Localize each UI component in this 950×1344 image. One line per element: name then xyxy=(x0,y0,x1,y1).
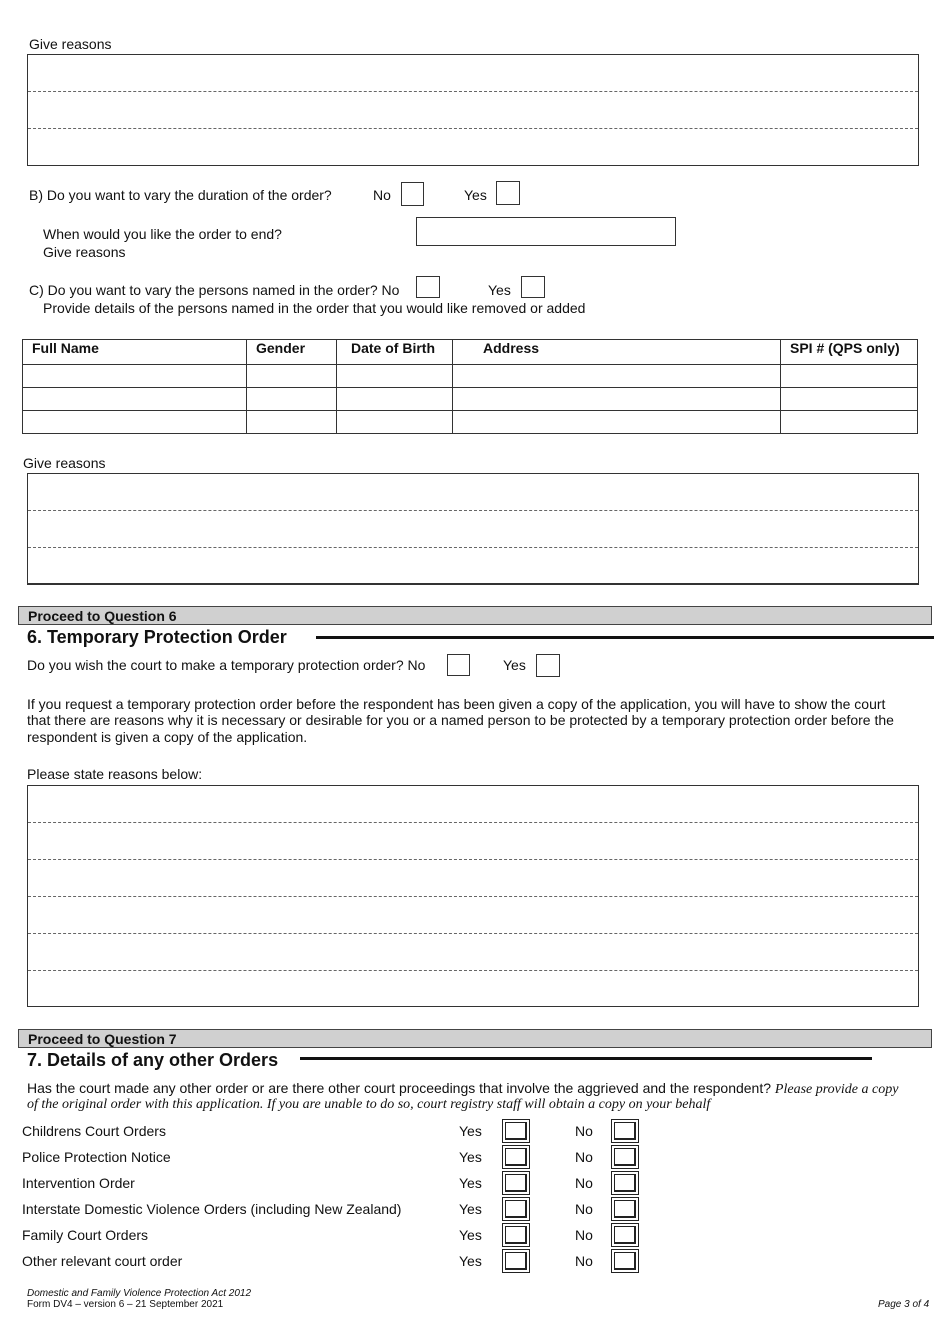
table-row xyxy=(23,411,918,434)
state-reasons-label: Please state reasons below: xyxy=(27,766,203,782)
order-label: Family Court Orders xyxy=(22,1227,149,1243)
table-cell[interactable] xyxy=(453,388,781,411)
persons-table xyxy=(22,339,918,434)
order-yes-label: Yes xyxy=(459,1123,482,1139)
reasons-line xyxy=(28,786,918,823)
reasons-textbox[interactable] xyxy=(27,54,919,166)
order-no-label: No xyxy=(575,1123,593,1139)
order-no-label: No xyxy=(575,1201,593,1217)
order-yes-checkbox[interactable] xyxy=(502,1249,530,1273)
order-yes-checkbox[interactable] xyxy=(502,1223,530,1247)
other-orders-question: Has the court made any other order or are there other court proceedings that involve the aggrieved and the respondent? xyxy=(27,1080,772,1096)
table-cell[interactable] xyxy=(781,411,918,434)
order-no-label: No xyxy=(575,1175,593,1191)
table-cell[interactable] xyxy=(453,411,781,434)
order-no-checkbox[interactable] xyxy=(611,1223,639,1247)
order-no-checkbox[interactable] xyxy=(611,1119,639,1143)
question-b-no-checkbox[interactable] xyxy=(401,182,424,206)
other-orders-note-1: Please provide a copy xyxy=(774,1082,899,1097)
question-c-give-reasons-label: Give reasons xyxy=(23,455,106,471)
reasons-line xyxy=(28,511,918,548)
table-cell[interactable] xyxy=(337,365,453,388)
table-row xyxy=(23,388,918,411)
order-yes-label: Yes xyxy=(459,1149,482,1165)
table-cell[interactable] xyxy=(23,365,247,388)
table-cell[interactable] xyxy=(781,365,918,388)
orders-list xyxy=(0,1118,950,1274)
reasons-line xyxy=(28,934,918,971)
section-7-rule xyxy=(300,1057,872,1060)
reasons-line xyxy=(28,860,918,897)
question-b-label: B) Do you want to vary the duration of the order? xyxy=(29,187,332,203)
persons-details-label: Provide details of the persons named in the order that you would like removed or added xyxy=(43,300,586,316)
persons-reasons-textbox[interactable] xyxy=(27,473,919,585)
tpo-yes-label: Yes xyxy=(503,657,526,673)
column-header-gender: Gender xyxy=(247,340,337,365)
order-yes-label: Yes xyxy=(459,1227,482,1243)
proceed-question-7-text: Proceed to Question 7 xyxy=(28,1031,177,1047)
footer-form: Form DV4 – version 6 – 21 September 2021 xyxy=(27,1299,224,1310)
question-c-yes-checkbox[interactable] xyxy=(521,276,545,298)
order-yes-label: Yes xyxy=(459,1253,482,1269)
order-yes-checkbox[interactable] xyxy=(502,1171,530,1195)
table-cell[interactable] xyxy=(247,365,337,388)
table-cell[interactable] xyxy=(781,388,918,411)
order-yes-checkbox[interactable] xyxy=(502,1145,530,1169)
table-cell[interactable] xyxy=(23,411,247,434)
order-label: Police Protection Notice xyxy=(22,1149,171,1165)
order-no-label: No xyxy=(575,1253,593,1269)
order-yes-checkbox[interactable] xyxy=(502,1197,530,1221)
order-yes-checkbox[interactable] xyxy=(502,1119,530,1143)
question-c-no-checkbox[interactable] xyxy=(416,276,440,298)
tpo-paragraph-line-1: If you request a temporary protection order before the respondent has been given a copy of the application, you will have to show the court xyxy=(27,696,886,712)
section-6-title: 6. Temporary Protection Order xyxy=(27,627,287,647)
order-yes-label: Yes xyxy=(459,1201,482,1217)
table-cell[interactable] xyxy=(23,388,247,411)
table-row xyxy=(23,365,918,388)
reasons-line xyxy=(28,92,918,129)
proceed-question-6-bar xyxy=(18,606,932,625)
reasons-line xyxy=(28,548,918,585)
order-label: Other relevant court order xyxy=(22,1253,183,1269)
table-cell[interactable] xyxy=(247,388,337,411)
order-no-label: No xyxy=(575,1149,593,1165)
order-end-input[interactable] xyxy=(416,217,676,246)
tpo-yes-checkbox[interactable] xyxy=(536,654,560,677)
section-7-title: 7. Details of any other Orders xyxy=(27,1050,279,1070)
table-header-row xyxy=(23,340,918,365)
order-no-checkbox[interactable] xyxy=(611,1249,639,1273)
reasons-line xyxy=(28,55,918,92)
proceed-question-7-bar xyxy=(18,1029,932,1048)
footer-act: Domestic and Family Violence Protection Act 2012 xyxy=(27,1288,251,1299)
question-b-no-label: No xyxy=(373,187,391,203)
reasons-line xyxy=(28,897,918,934)
order-no-checkbox[interactable] xyxy=(611,1171,639,1195)
order-label: Childrens Court Orders xyxy=(22,1123,166,1139)
order-label: Intervention Order xyxy=(22,1175,135,1191)
tpo-paragraph-line-2: that there are reasons why it is necessary or desirable for you or a named person to be protected by a temporary protection order before the xyxy=(27,712,894,728)
tpo-no-checkbox[interactable] xyxy=(447,654,470,676)
reasons-line xyxy=(28,129,918,166)
table-cell[interactable] xyxy=(337,388,453,411)
question-b-yes-label: Yes xyxy=(464,187,487,203)
give-reasons-label: Give reasons xyxy=(29,36,112,52)
question-b-give-reasons-label: Give reasons xyxy=(43,244,126,260)
column-header-address: Address xyxy=(453,340,781,365)
reasons-line xyxy=(28,971,918,1008)
tpo-question-label: Do you wish the court to make a temporary protection order? No xyxy=(27,657,426,673)
order-yes-label: Yes xyxy=(459,1175,482,1191)
question-b-yes-checkbox[interactable] xyxy=(496,181,520,205)
other-orders-note-2: of the original order with this application. If you are unable to do so, court registry staff will obtain a copy on your behalf xyxy=(27,1097,711,1112)
table-cell[interactable] xyxy=(453,365,781,388)
order-no-checkbox[interactable] xyxy=(611,1145,639,1169)
column-header-full-name: Full Name xyxy=(23,340,247,365)
order-end-label: When would you like the order to end? xyxy=(43,226,282,242)
tpo-reasons-textbox[interactable] xyxy=(27,785,919,1007)
order-no-label: No xyxy=(575,1227,593,1243)
table-cell[interactable] xyxy=(337,411,453,434)
proceed-question-6-text: Proceed to Question 6 xyxy=(28,608,177,624)
tpo-paragraph-line-3: respondent is given a copy of the application. xyxy=(27,729,308,745)
section-6-rule xyxy=(316,636,934,639)
column-header-spi: SPI # (QPS only) xyxy=(781,340,918,365)
order-no-checkbox[interactable] xyxy=(611,1197,639,1221)
question-c-label: C) Do you want to vary the persons named in the order? No xyxy=(29,282,400,298)
order-label: Interstate Domestic Violence Orders (including New Zealand) xyxy=(22,1201,402,1217)
footer-page-number: Page 3 of 4 xyxy=(878,1299,930,1310)
reasons-line xyxy=(28,474,918,511)
table-cell[interactable] xyxy=(247,411,337,434)
column-header-date-of-birth: Date of Birth xyxy=(337,340,453,365)
question-c-yes-label: Yes xyxy=(488,282,511,298)
reasons-line xyxy=(28,823,918,860)
other-orders-question-line-1 xyxy=(27,1080,898,1098)
